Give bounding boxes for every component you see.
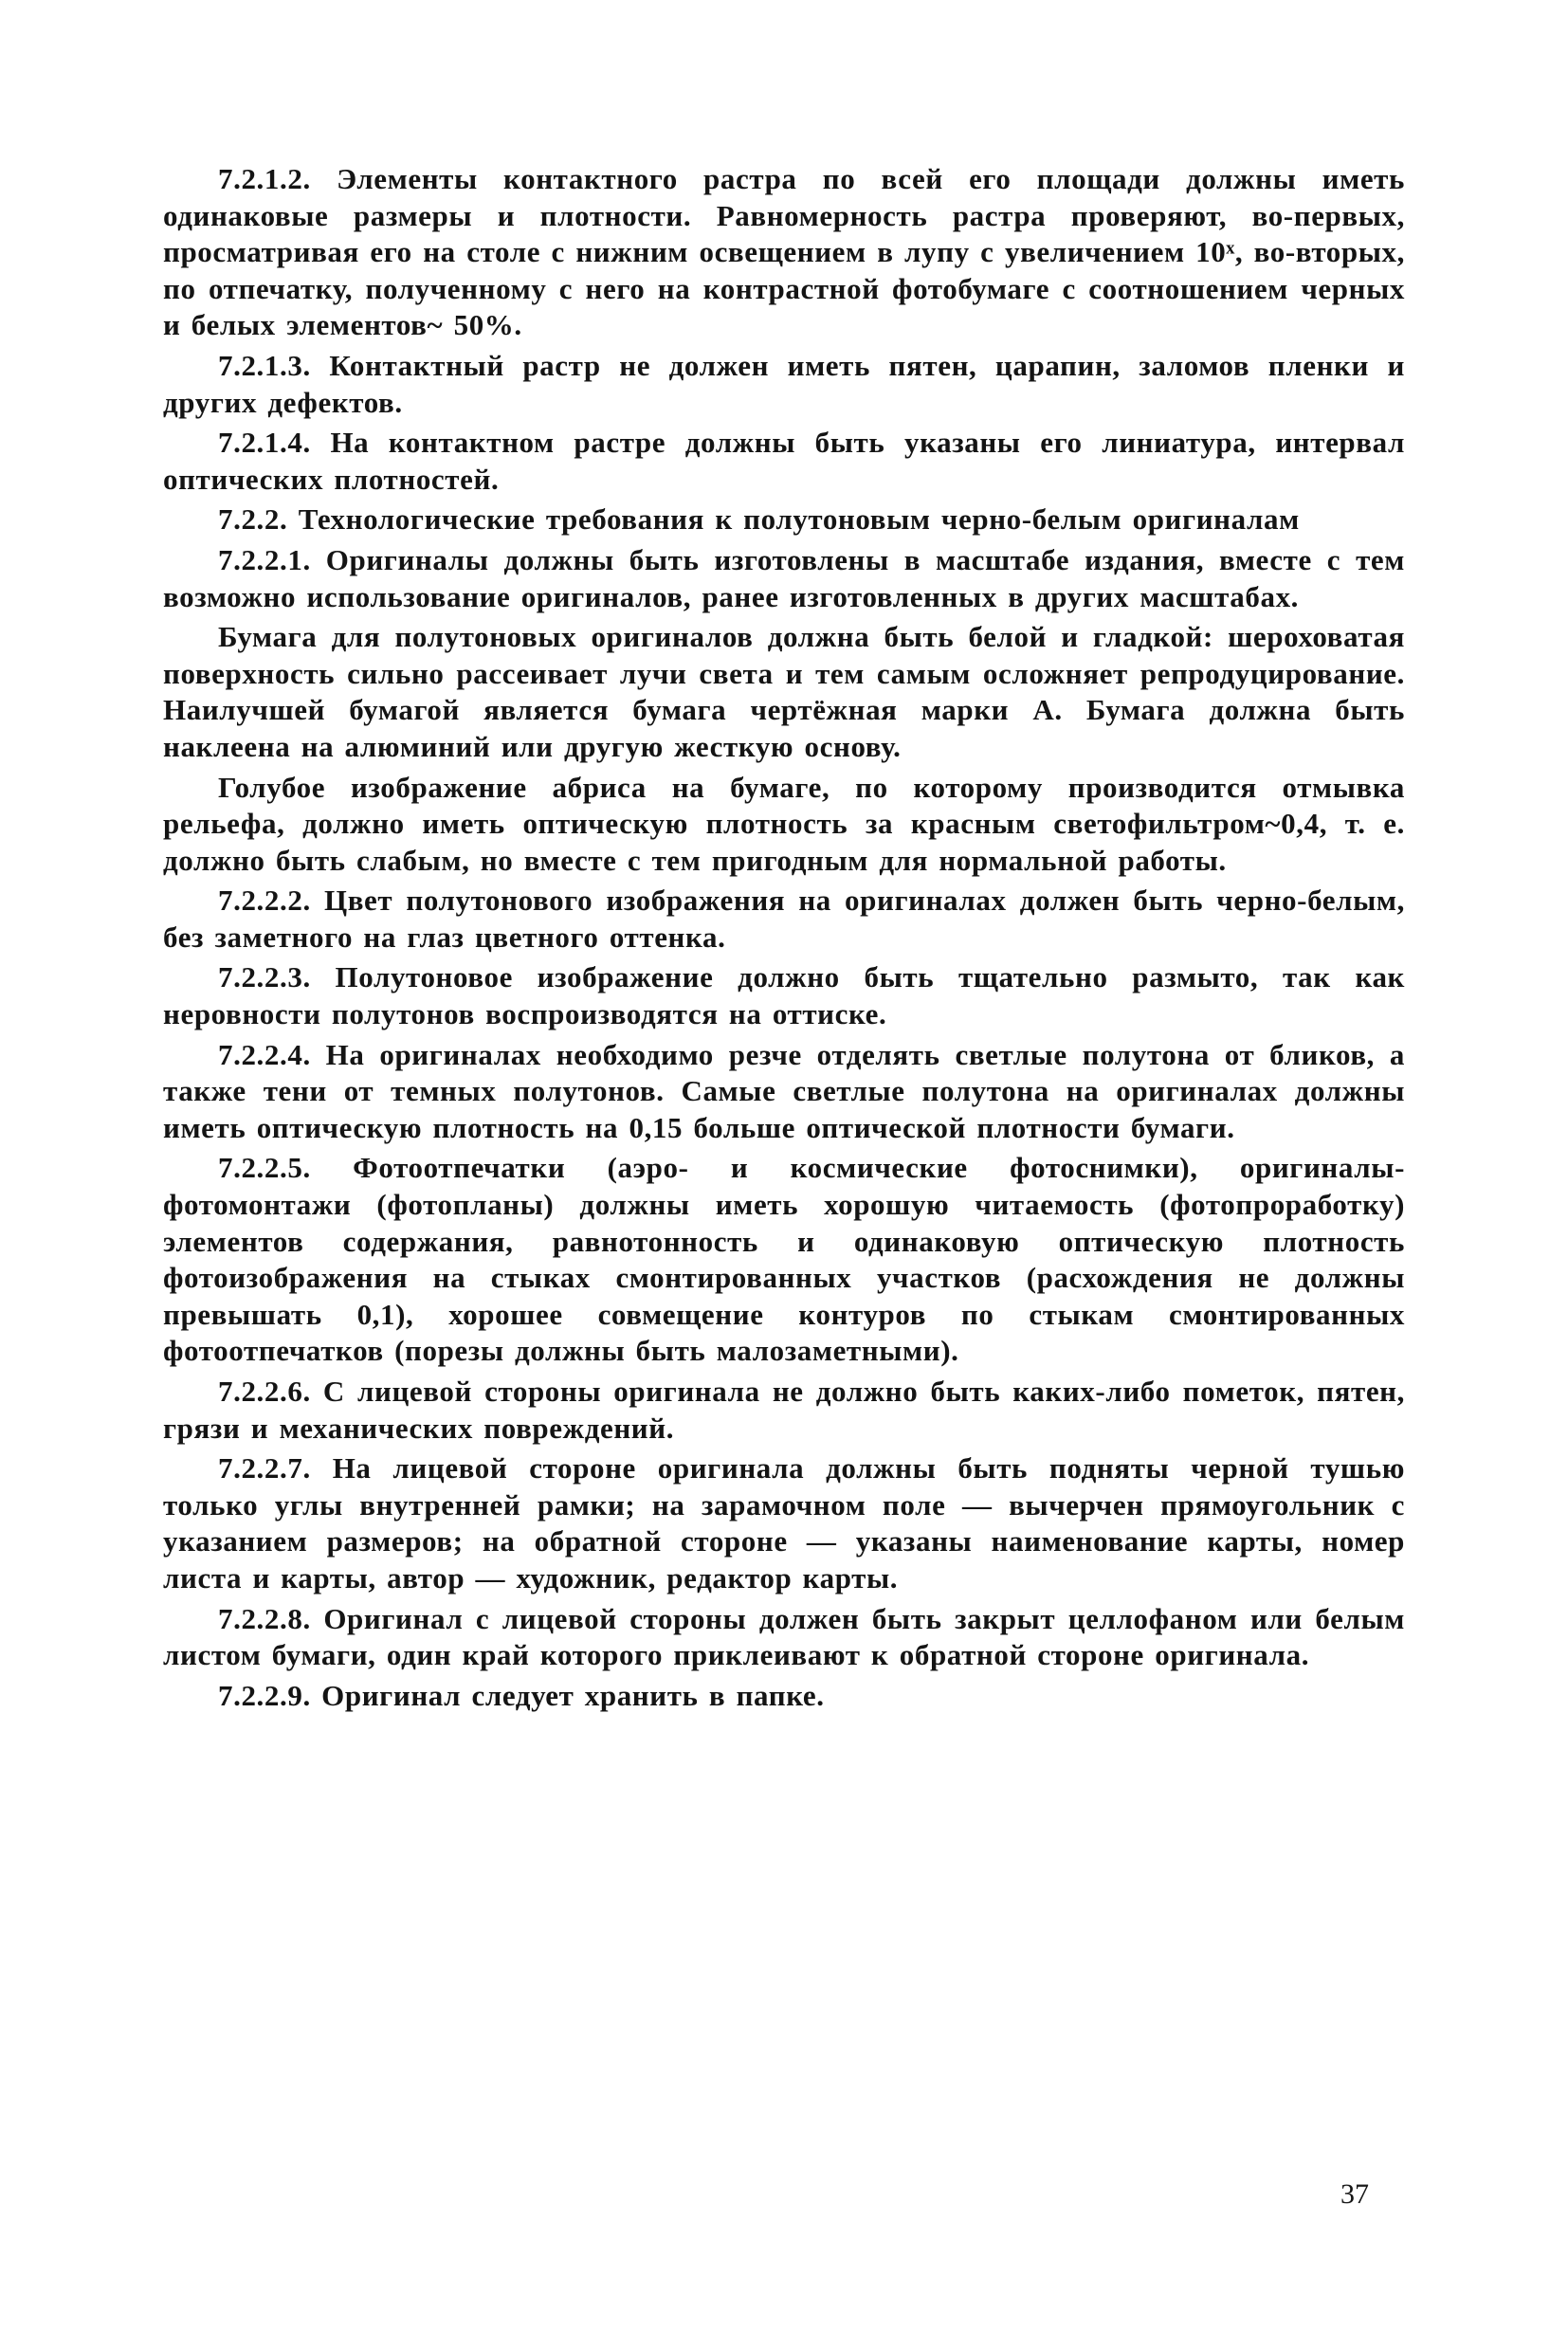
- paragraph-7-2-2-1: [163, 542, 1405, 615]
- paragraph-text: Оригинал следует хранить в папке.: [321, 1678, 825, 1712]
- paragraph-text: Полутоновое изображение должно быть тщательно размыто, так как неровности полутонов воспроизводятся на оттиске.: [163, 960, 1406, 1031]
- paragraph-blue-sketch: [163, 770, 1405, 880]
- paragraph-text: Цвет полутонового изображения на оригиналах должен быть черно-белым, без заметного на глаз цветного оттенка.: [163, 884, 1405, 954]
- paragraph-7-2-2-7: [163, 1450, 1405, 1596]
- clause-number: 7.2.2.5.: [218, 1151, 311, 1185]
- body-text: [163, 161, 1405, 1718]
- paragraph-7-2-2-8: [163, 1601, 1405, 1674]
- paragraph-7-2-2-4: [163, 1037, 1405, 1147]
- paragraph-text: Голубое изображение абриса на бумаге, по которому производится отмывка рельефа, должно иметь оптическую плотность за красным светофильтром~0,4, т. е. должно быть слабым, но вместе с тем пригодным для нормальной работы.: [163, 770, 1405, 877]
- clause-number: 7.2.1.4.: [218, 426, 311, 460]
- paragraph-text: На лицевой стороне оригинала должны быть подняты черной тушью только углы внутренней рамки; на зарамочном поле — вычерчен прямоугольник с указанием размеров; на обратной стороне — указаны наименование карты, номер листа и карты, автор — художник, редактор карты.: [163, 1451, 1405, 1595]
- paragraph-text: Оригиналы должны быть изготовлены в масштабе издания, вместе с тем возможно использование оригиналов, ранее изготовленных в других масштабах.: [163, 542, 1405, 613]
- clause-number: 7.2.2.6.: [218, 1375, 311, 1408]
- clause-number: 7.2.2.8.: [218, 1601, 311, 1635]
- paragraph-text: С лицевой стороны оригинала не должно быть каких-либо пометок, пятен, грязи и механических повреждений.: [163, 1375, 1405, 1445]
- clause-number: 7.2.2.7.: [218, 1451, 311, 1485]
- paragraph-text: Элементы контактного растра по всей его площади должны иметь одинаковые размеры и плотности. Равномерность растра проверяют, во-первых, просматривая его на столе с нижним освещением в лупу с увеличением 10ˣ, во-вторых, по отпечатку, полученному с него на контрастной фотобумаге с соотношением черных и белых элементов~ 50%.: [163, 162, 1405, 342]
- paragraph-text: Контактный растр не должен иметь пятен, царапин, заломов пленки и других дефектов.: [163, 348, 1405, 419]
- paragraph-7-2-2-2: [163, 883, 1405, 956]
- paragraph-paper-requirements: [163, 619, 1405, 765]
- clause-number: 7.2.2.: [218, 502, 288, 537]
- paragraph-7-2-1-4: [163, 425, 1405, 498]
- paragraph-7-2-2-5: [163, 1150, 1405, 1370]
- paragraph-7-2-1-3: [163, 348, 1405, 421]
- paragraph-7-2-2-6: [163, 1374, 1405, 1447]
- paragraph-text: Фотоотпечатки (аэро- и космические фотоснимки), оригиналы-фотомонтажи (фотопланы) должны иметь хорошую читаемость (фотопроработку) элементов содержания, равнотонность и одинаковую оптическую плотность фотоизображения на стыках смонтированных участков (расхождения не должны превышать 0,1), хорошее совмещение контуров по стыкам смонтированных фотоотпечатков (порезы должны быть малозаметными).: [163, 1151, 1405, 1368]
- paragraph-text: Бумага для полутоновых оригиналов должна быть белой и гладкой: шероховатая поверхность сильно рассеивает лучи света и тем самым осложняет репродуцирование. Наилучшей бумагой является бумага чертёжная марки А. Бумага должна быть наклеена на алюминий или другую жесткую основу.: [163, 620, 1405, 763]
- paragraph-7-2-2-3: [163, 959, 1405, 1032]
- section-heading-7-2-2: [163, 501, 1405, 538]
- paragraph-7-2-2-9: [163, 1678, 1405, 1715]
- paragraph-text: На оригиналах необходимо резче отделять светлые полутона от бликов, а также тени от темных полутонов. Самые светлые полутона на оригиналах должны иметь оптическую плотность на 0,15 больше оптической плотности бумаги.: [163, 1037, 1405, 1144]
- clause-number: 7.2.1.3.: [218, 348, 311, 382]
- section-heading-text: Технологические требования к полутоновым черно-белым оригиналам: [298, 502, 1300, 537]
- page-number: 37: [1340, 2178, 1369, 2210]
- clause-number: 7.2.2.9.: [218, 1678, 311, 1712]
- paragraph-text: На контактном растре должны быть указаны его линиатура, интервал оптических плотностей.: [163, 426, 1405, 496]
- clause-number: 7.2.2.1.: [218, 542, 311, 576]
- paragraph-text: Оригинал с лицевой стороны должен быть закрыт целлофаном или белым листом бумаги, один край которого приклеивают к обратной стороне оригинала.: [163, 1601, 1405, 1672]
- clause-number: 7.2.2.4.: [218, 1037, 311, 1071]
- paragraph-7-2-1-2: [163, 161, 1405, 344]
- clause-number: 7.2.2.3.: [218, 960, 311, 994]
- clause-number: 7.2.2.2.: [218, 884, 311, 918]
- clause-number: 7.2.1.2.: [218, 162, 311, 195]
